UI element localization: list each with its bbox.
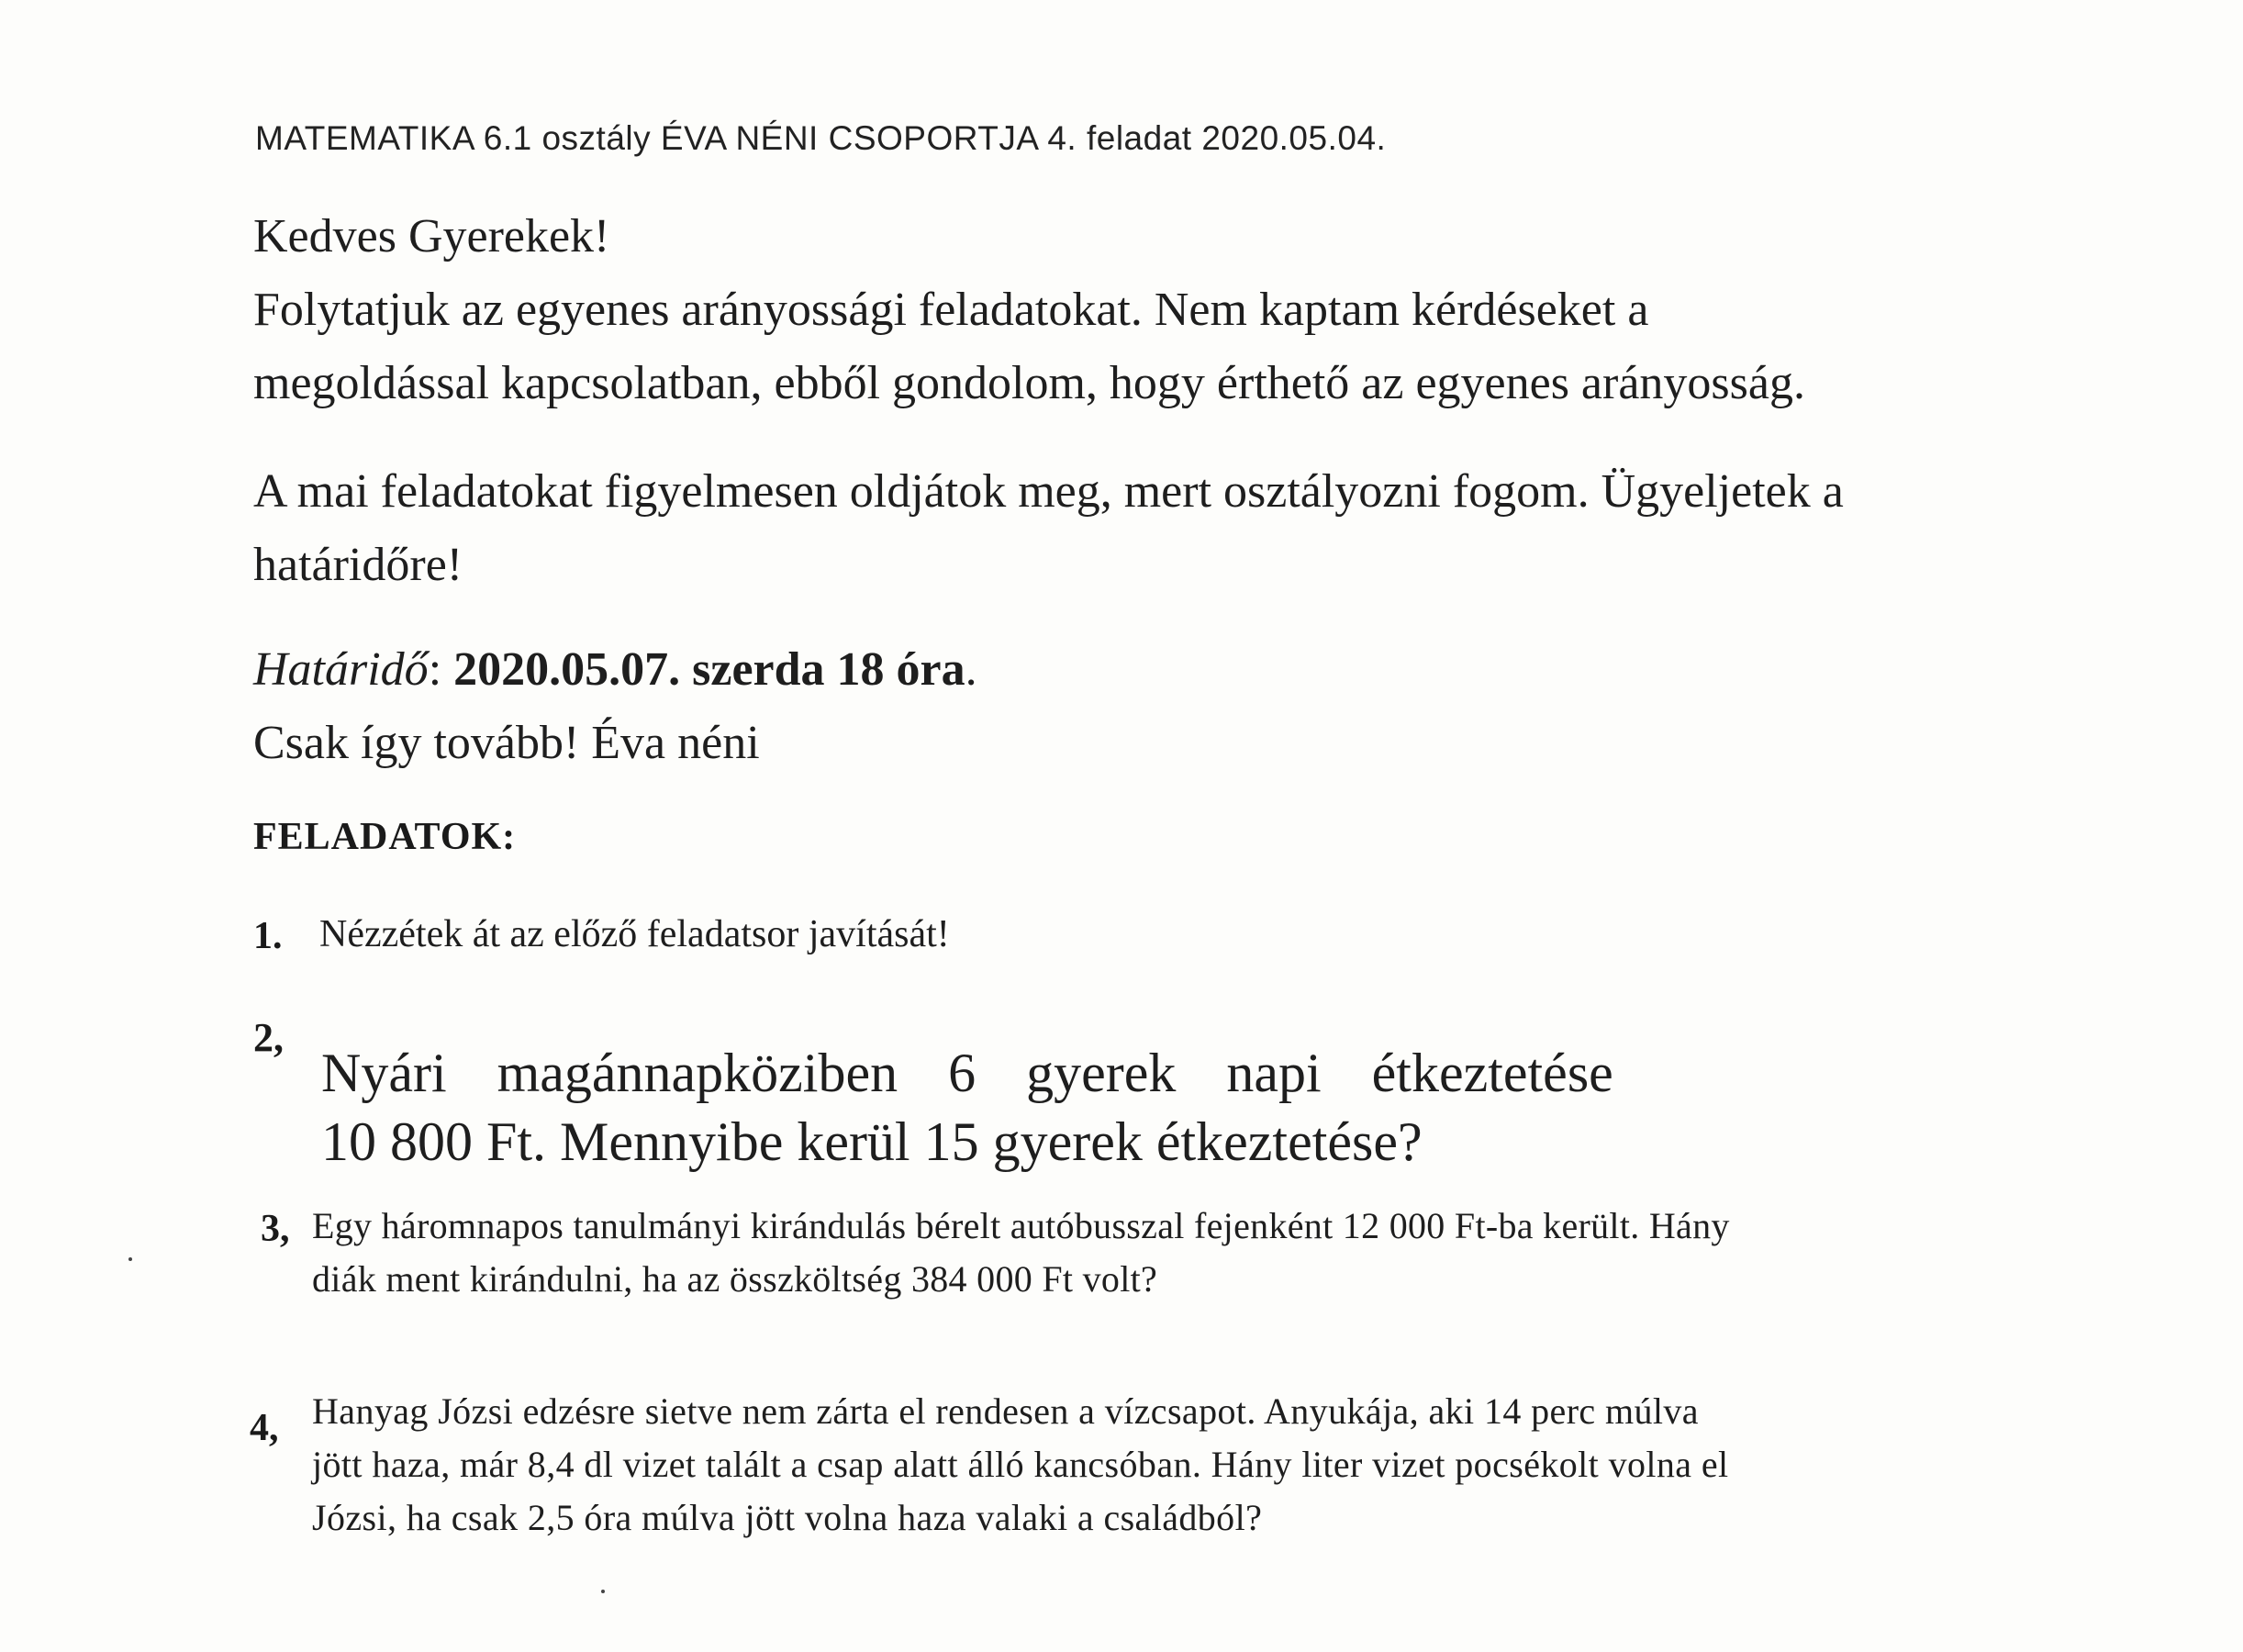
task-text: Egy háromnapos tanulmányi kirándulás bérelt autóbusszal fejenként 12 000 Ft-ba került. Hány	[312, 1205, 1730, 1246]
letter-intro-line: megoldással kapcsolatban, ebből gondolom, hogy érthető az egyenes arányosság.	[253, 357, 1805, 409]
deadline-line	[253, 633, 977, 707]
worksheet-header: MATEMATIKA 6.1 osztály ÉVA NÉNI CSOPORTJA 4. feladat 2020.05.04.	[255, 119, 1387, 157]
letter-intro-line: Folytatjuk az egyenes arányossági feladatokat. Nem kaptam kérdéseket a	[253, 284, 1649, 336]
task-text: Hanyag Józsi edzésre sietve nem zárta el rendesen a vízcsapot. Anyukája, aki 14 perc múlva	[312, 1390, 1699, 1432]
task-text: diák ment kirándulni, ha az összköltség 384 000 Ft volt?	[312, 1258, 1158, 1300]
task-text: Nézzétek át az előző feladatsor javítását!	[319, 913, 950, 955]
task-number: 2,	[253, 1015, 284, 1060]
letter-signoff: Csak így tovább! Éva néni	[253, 717, 760, 769]
deadline-colon: :	[428, 643, 454, 696]
task-text: jött haza, már 8,4 dl vizet talált a csap alatt álló kancsóban. Hány liter vizet pocsékolt volna el	[312, 1444, 1729, 1485]
tasks-title: FELADATOK:	[253, 816, 517, 858]
task-text: Nyári magánnapköziben 6 gyerek napi étkeztetése	[321, 1043, 1613, 1103]
scan-speck	[601, 1590, 605, 1593]
letter-warning-line: határidőre!	[253, 539, 463, 591]
task-number: 3,	[261, 1208, 290, 1250]
deadline-value: 2020.05.07. szerda 18 óra	[453, 643, 965, 696]
deadline-label: Határidő	[253, 643, 429, 696]
deadline-end: .	[965, 643, 977, 696]
task-text: 10 800 Ft. Mennyibe kerül 15 gyerek étkeztetése?	[321, 1111, 1423, 1172]
letter-warning-line: A mai feladatokat figyelmesen oldjátok meg, mert osztályozni fogom. Ügyeljetek a	[253, 465, 1844, 518]
task-number: 4,	[250, 1407, 279, 1449]
task-number: 1.	[253, 915, 283, 957]
task-text: Józsi, ha csak 2,5 óra múlva jött volna haza valaki a családból?	[312, 1497, 1263, 1538]
scan-speck	[128, 1257, 132, 1261]
letter-greeting: Kedves Gyerekek!	[253, 210, 610, 262]
